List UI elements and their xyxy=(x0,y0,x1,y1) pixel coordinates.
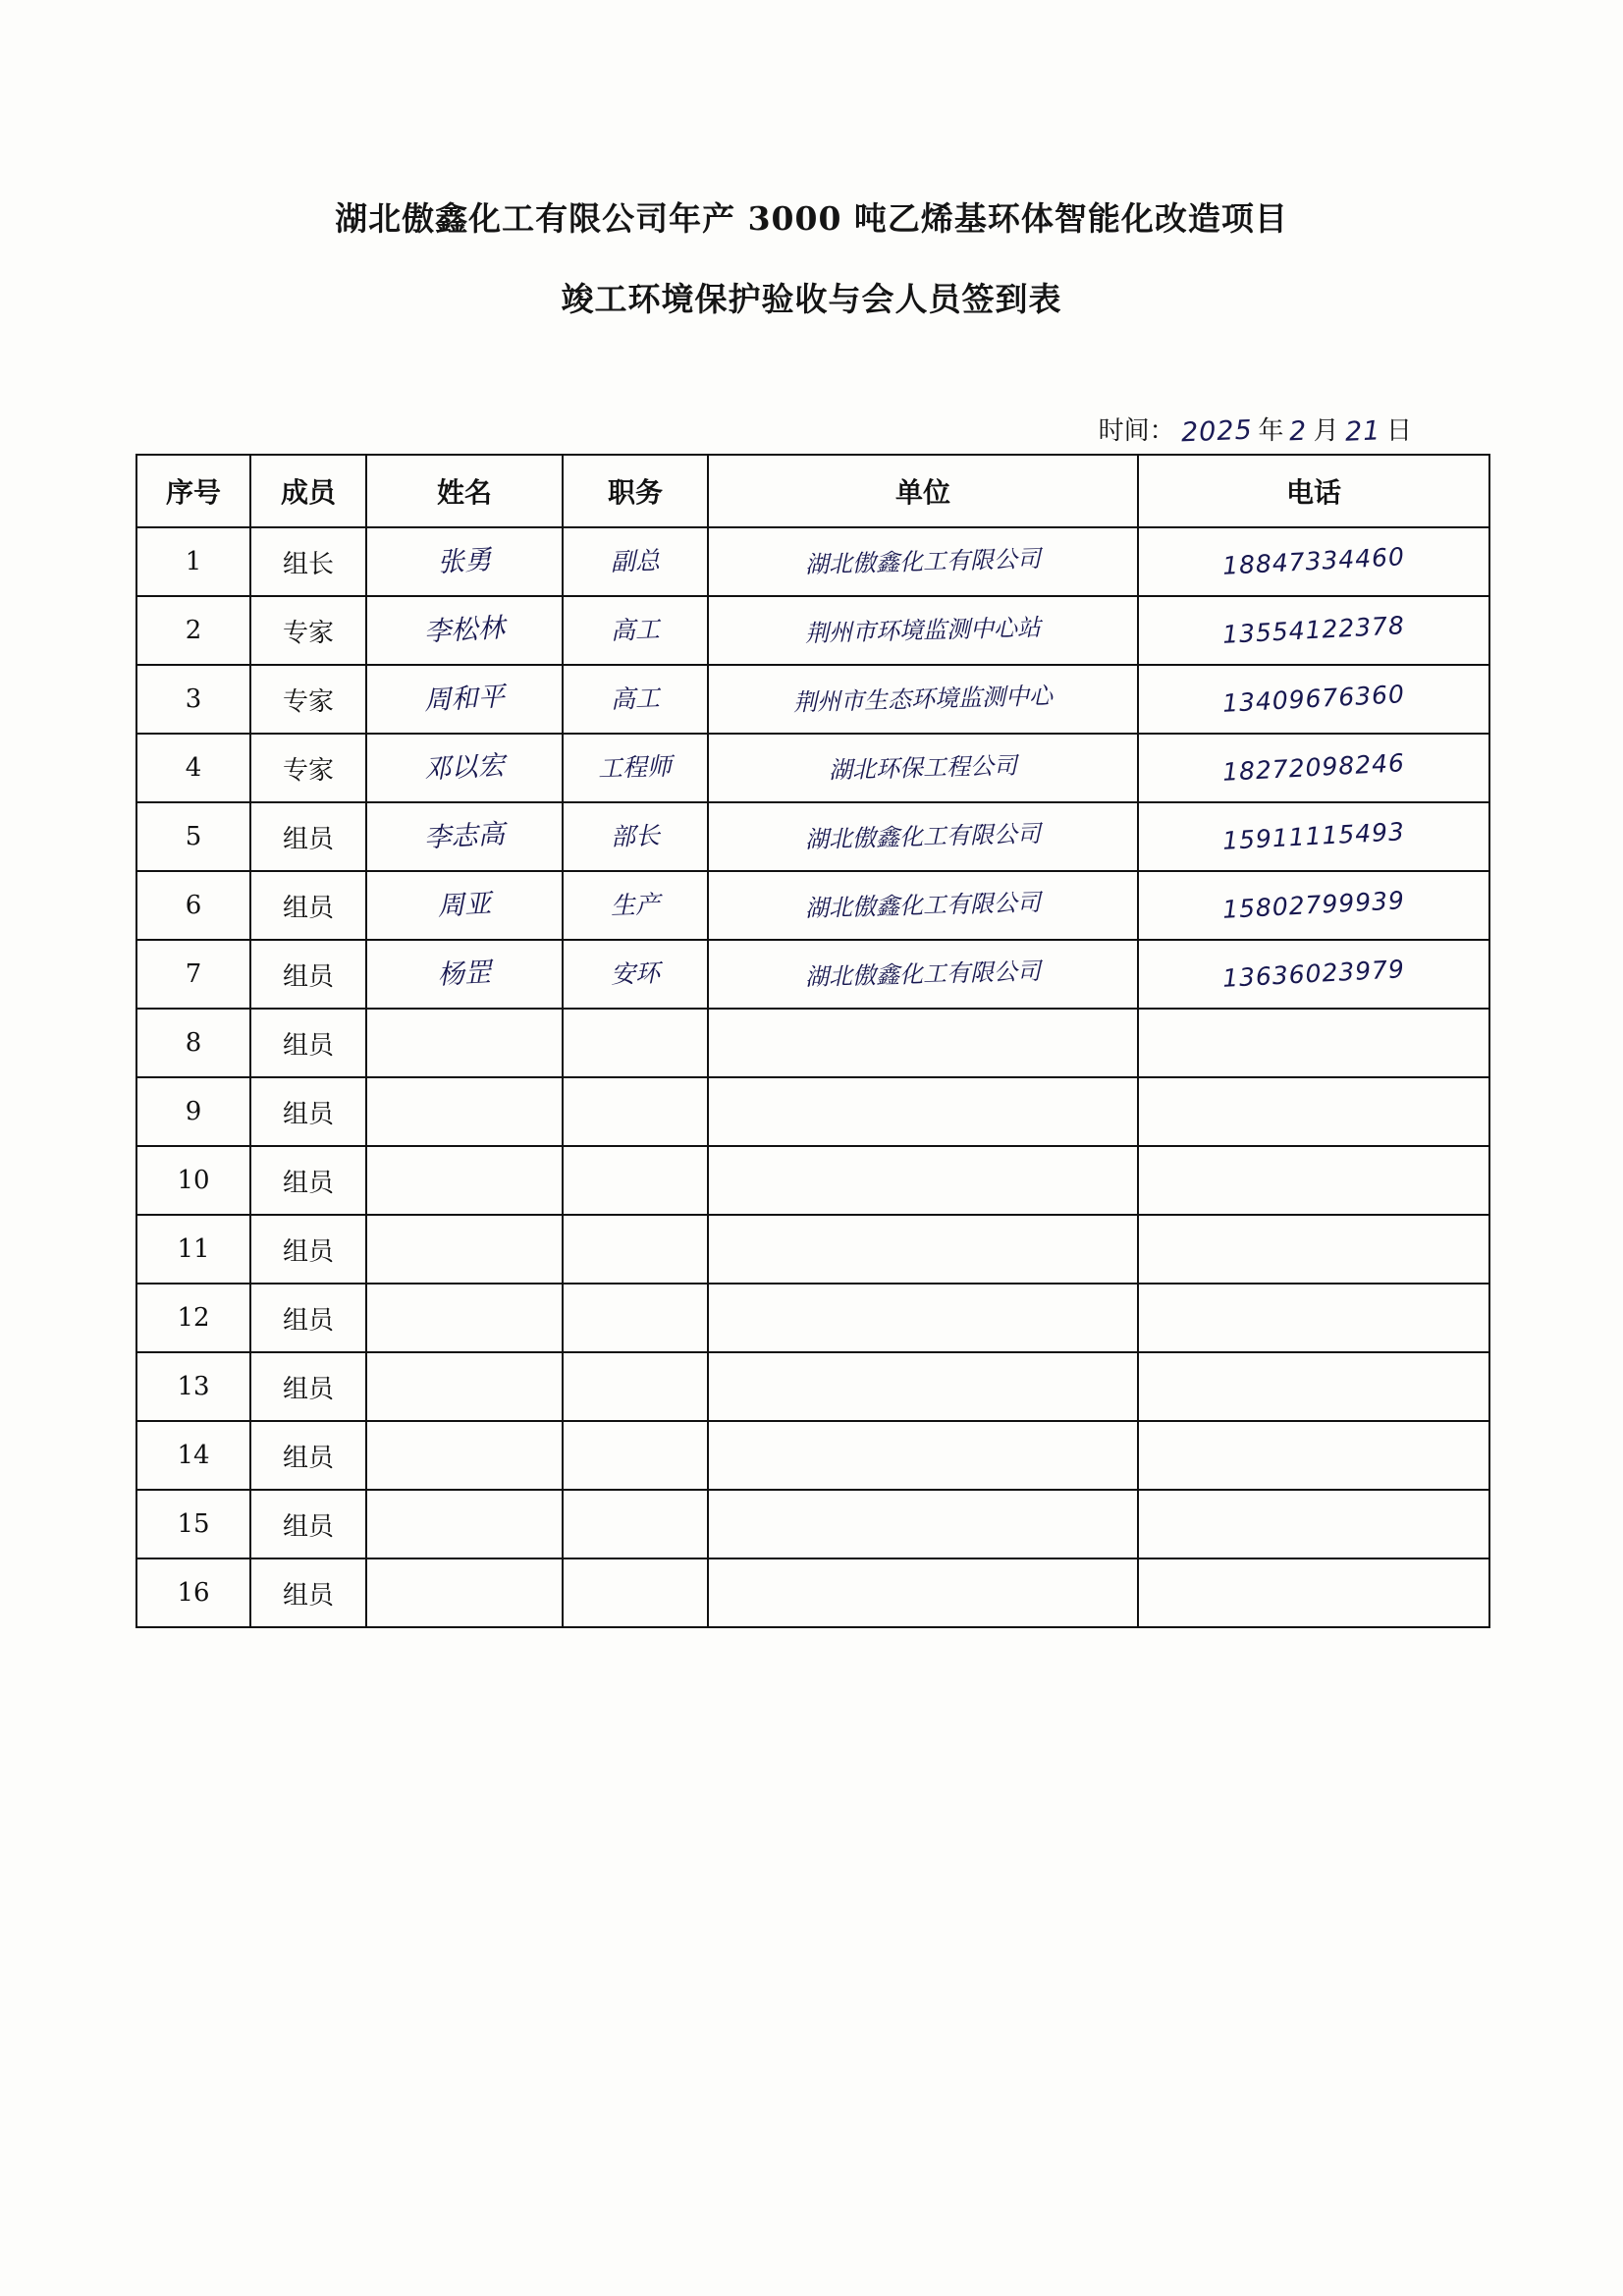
cell-unit[interactable] xyxy=(708,734,1138,802)
cell-role: 组员 xyxy=(250,1284,366,1352)
cell-role: 专家 xyxy=(250,596,366,665)
cell-role: 组员 xyxy=(250,1215,366,1284)
signature-unit: 湖北傲鑫化工有限公司 xyxy=(804,888,1042,923)
signature-tel: 13554122378 xyxy=(1221,611,1406,649)
cell-no: 2 xyxy=(136,596,250,665)
cell-role: 组员 xyxy=(250,1421,366,1490)
cell-post[interactable] xyxy=(563,1490,708,1558)
cell-tel[interactable] xyxy=(1138,1421,1489,1490)
cell-name[interactable] xyxy=(366,1146,563,1215)
date-day-unit: 日 xyxy=(1385,416,1412,446)
cell-tel[interactable] xyxy=(1138,1490,1489,1558)
page-title-line-2: 竣工环境保护验收与会人员签到表 xyxy=(561,280,1062,319)
cell-unit[interactable] xyxy=(708,1352,1138,1421)
cell-post[interactable] xyxy=(563,665,708,734)
cell-unit[interactable] xyxy=(708,1284,1138,1352)
table-row xyxy=(136,940,1489,1009)
cell-unit[interactable] xyxy=(708,940,1138,1009)
signature-tel: 13409676360 xyxy=(1221,680,1406,718)
cell-unit[interactable] xyxy=(708,802,1138,871)
cell-unit[interactable] xyxy=(708,1421,1138,1490)
cell-role: 组员 xyxy=(250,1146,366,1215)
date-month-unit: 月 xyxy=(1313,416,1339,446)
cell-no: 9 xyxy=(136,1077,250,1146)
cell-unit[interactable] xyxy=(708,1215,1138,1284)
signature-post: 副总 xyxy=(610,546,661,576)
cell-role: 组员 xyxy=(250,940,366,1009)
cell-tel[interactable] xyxy=(1138,596,1489,665)
table-row xyxy=(136,1490,1489,1558)
cell-post[interactable] xyxy=(563,596,708,665)
signature-unit: 荆州市生态环境监测中心 xyxy=(792,682,1054,717)
cell-unit[interactable] xyxy=(708,596,1138,665)
signature-name: 张勇 xyxy=(436,544,493,579)
cell-name[interactable] xyxy=(366,527,563,596)
cell-unit[interactable] xyxy=(708,871,1138,940)
cell-name[interactable] xyxy=(366,1077,563,1146)
cell-role: 组员 xyxy=(250,1077,366,1146)
cell-unit[interactable] xyxy=(708,1077,1138,1146)
cell-post[interactable] xyxy=(563,1421,708,1490)
cell-tel[interactable] xyxy=(1138,665,1489,734)
date-row xyxy=(1099,410,1412,447)
cell-post[interactable] xyxy=(563,734,708,802)
date-day-value: 21 xyxy=(1344,415,1381,448)
table-header-row xyxy=(136,455,1489,527)
cell-no: 5 xyxy=(136,802,250,871)
column-header-no: 序号 xyxy=(136,455,250,527)
cell-tel[interactable] xyxy=(1138,1352,1489,1421)
cell-name[interactable] xyxy=(366,1421,563,1490)
table-row xyxy=(136,1558,1489,1627)
signature-unit: 湖北傲鑫化工有限公司 xyxy=(804,819,1042,854)
cell-post[interactable] xyxy=(563,1215,708,1284)
table-row xyxy=(136,1077,1489,1146)
cell-name[interactable] xyxy=(366,665,563,734)
signature-name: 周和平 xyxy=(423,682,506,717)
signin-table-wrapper xyxy=(135,454,1488,1628)
cell-tel[interactable] xyxy=(1138,1146,1489,1215)
cell-role: 组员 xyxy=(250,1490,366,1558)
date-label: 时间： xyxy=(1098,416,1175,446)
cell-no: 7 xyxy=(136,940,250,1009)
date-year-value: 2025 xyxy=(1180,414,1253,449)
cell-tel[interactable] xyxy=(1138,1284,1489,1352)
document-title-block xyxy=(0,201,1623,320)
cell-name[interactable] xyxy=(366,1558,563,1627)
cell-role: 组长 xyxy=(250,527,366,596)
cell-no: 3 xyxy=(136,665,250,734)
table-row xyxy=(136,1421,1489,1490)
column-header-post: 职务 xyxy=(563,455,708,527)
table-row xyxy=(136,665,1489,734)
cell-name[interactable] xyxy=(366,1352,563,1421)
cell-no: 14 xyxy=(136,1421,250,1490)
cell-name[interactable] xyxy=(366,1490,563,1558)
signature-name: 李志高 xyxy=(423,819,506,854)
cell-name[interactable] xyxy=(366,596,563,665)
table-row xyxy=(136,1284,1489,1352)
cell-unit[interactable] xyxy=(708,665,1138,734)
cell-unit[interactable] xyxy=(708,527,1138,596)
signature-post: 工程师 xyxy=(598,751,673,784)
cell-no: 15 xyxy=(136,1490,250,1558)
cell-no: 13 xyxy=(136,1352,250,1421)
date-month-value: 2 xyxy=(1288,415,1309,448)
cell-no: 1 xyxy=(136,527,250,596)
cell-post[interactable] xyxy=(563,871,708,940)
cell-name[interactable] xyxy=(366,940,563,1009)
cell-tel[interactable] xyxy=(1138,1558,1489,1627)
signature-unit: 湖北环保工程公司 xyxy=(828,751,1018,785)
cell-role: 专家 xyxy=(250,734,366,802)
signature-tel: 18272098246 xyxy=(1221,748,1406,787)
cell-role: 组员 xyxy=(250,1009,366,1077)
signature-tel: 15802799939 xyxy=(1221,886,1406,924)
table-row xyxy=(136,596,1489,665)
table-row xyxy=(136,802,1489,871)
signature-tel: 18847334460 xyxy=(1221,542,1406,580)
cell-name[interactable] xyxy=(366,1284,563,1352)
cell-role: 组员 xyxy=(250,1352,366,1421)
table-row xyxy=(136,527,1489,596)
cell-unit[interactable] xyxy=(708,1009,1138,1077)
signature-name: 周亚 xyxy=(436,888,493,923)
cell-role: 组员 xyxy=(250,871,366,940)
table-row xyxy=(136,1146,1489,1215)
cell-post[interactable] xyxy=(563,1352,708,1421)
cell-no: 10 xyxy=(136,1146,250,1215)
cell-tel[interactable] xyxy=(1138,527,1489,596)
signature-name: 杨罡 xyxy=(436,957,493,992)
date-year-unit: 年 xyxy=(1258,416,1284,446)
cell-name[interactable] xyxy=(366,1215,563,1284)
table-row xyxy=(136,871,1489,940)
table-row xyxy=(136,1215,1489,1284)
signature-post: 部长 xyxy=(610,821,661,851)
cell-post[interactable] xyxy=(563,527,708,596)
cell-tel[interactable] xyxy=(1138,802,1489,871)
cell-tel[interactable] xyxy=(1138,1009,1489,1077)
cell-no: 6 xyxy=(136,871,250,940)
signature-post: 生产 xyxy=(610,890,661,920)
column-header-name: 姓名 xyxy=(366,455,563,527)
cell-tel[interactable] xyxy=(1138,1077,1489,1146)
cell-no: 12 xyxy=(136,1284,250,1352)
signature-name: 邓以宏 xyxy=(423,750,506,786)
cell-name[interactable] xyxy=(366,871,563,940)
cell-role: 组员 xyxy=(250,802,366,871)
cell-post[interactable] xyxy=(563,802,708,871)
cell-unit[interactable] xyxy=(708,1490,1138,1558)
cell-name[interactable] xyxy=(366,1009,563,1077)
table-row xyxy=(136,734,1489,802)
signature-unit: 湖北傲鑫化工有限公司 xyxy=(804,544,1042,579)
cell-tel[interactable] xyxy=(1138,1215,1489,1284)
cell-tel[interactable] xyxy=(1138,940,1489,1009)
column-header-role: 成员 xyxy=(250,455,366,527)
signature-unit: 荆州市环境监测中心站 xyxy=(804,613,1042,648)
table-row xyxy=(136,1009,1489,1077)
cell-role: 组员 xyxy=(250,1558,366,1627)
cell-tel[interactable] xyxy=(1138,871,1489,940)
signature-post: 安环 xyxy=(610,958,661,989)
page-title-line-1: 湖北傲鑫化工有限公司年产 3000 吨乙烯基环体智能化改造项目 xyxy=(335,199,1288,238)
cell-post[interactable] xyxy=(563,1146,708,1215)
signature-unit: 湖北傲鑫化工有限公司 xyxy=(804,957,1042,992)
cell-no: 11 xyxy=(136,1215,250,1284)
column-header-tel: 电话 xyxy=(1138,455,1489,527)
cell-unit[interactable] xyxy=(708,1146,1138,1215)
cell-name[interactable] xyxy=(366,734,563,802)
cell-unit[interactable] xyxy=(708,1558,1138,1627)
cell-name[interactable] xyxy=(366,802,563,871)
signature-post: 高工 xyxy=(610,683,661,714)
cell-post[interactable] xyxy=(563,1009,708,1077)
cell-post[interactable] xyxy=(563,940,708,1009)
cell-no: 8 xyxy=(136,1009,250,1077)
cell-post[interactable] xyxy=(563,1077,708,1146)
cell-no: 16 xyxy=(136,1558,250,1627)
cell-post[interactable] xyxy=(563,1558,708,1627)
signature-name: 李松林 xyxy=(423,613,506,648)
cell-no: 4 xyxy=(136,734,250,802)
cell-tel[interactable] xyxy=(1138,734,1489,802)
cell-role: 专家 xyxy=(250,665,366,734)
cell-post[interactable] xyxy=(563,1284,708,1352)
signature-tel: 13636023979 xyxy=(1221,955,1406,993)
table-row xyxy=(136,1352,1489,1421)
signin-table xyxy=(135,454,1490,1628)
column-header-unit: 单位 xyxy=(708,455,1138,527)
signature-post: 高工 xyxy=(610,615,661,645)
signature-tel: 15911115493 xyxy=(1221,817,1406,855)
